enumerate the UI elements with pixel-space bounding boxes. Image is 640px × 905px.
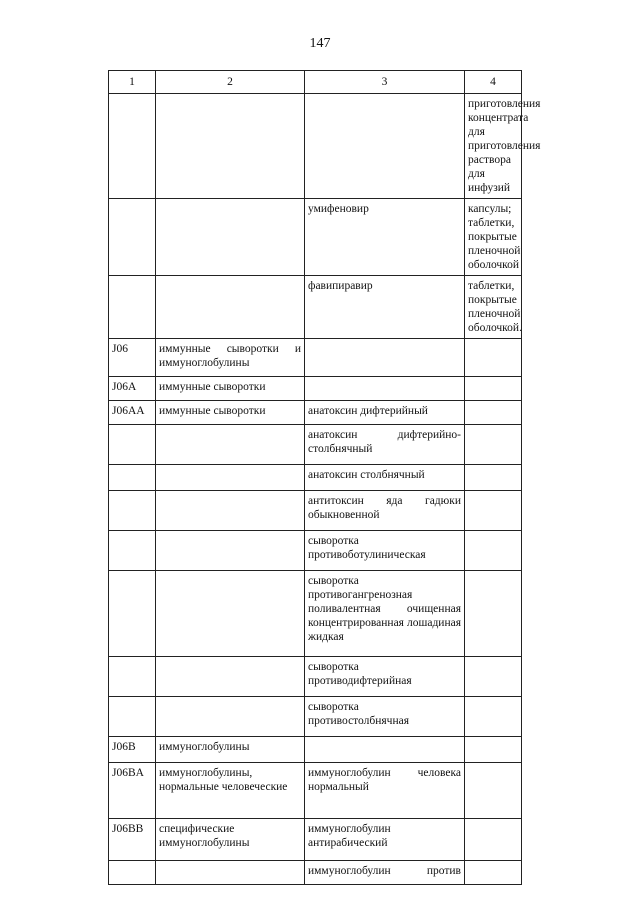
table-row — [109, 425, 522, 465]
drug-name-cell: сыворотка противогангренозная поливалентная очищенная концентрированная лошадиная жидкая — [305, 571, 465, 657]
table-row — [109, 465, 522, 491]
drug-name-cell — [305, 377, 465, 401]
group-name-cell — [156, 199, 305, 276]
atc-code-cell: J06 — [109, 339, 156, 377]
header-col-4: 4 — [465, 71, 522, 94]
dosage-form-cell — [465, 763, 522, 819]
drug-name-cell: сыворотка противоботулиническая — [305, 531, 465, 571]
drug-table — [108, 70, 541, 885]
group-name-cell — [156, 657, 305, 697]
atc-code-cell — [109, 861, 156, 885]
group-name-cell: иммунные сыворотки — [156, 377, 305, 401]
drug-name-cell: фавипиравир — [305, 276, 465, 339]
dosage-form-cell — [465, 697, 522, 737]
table-row — [109, 737, 522, 763]
page-number: 147 — [309, 36, 331, 51]
drug-name-cell: иммуноглобулин человека нормальный — [305, 763, 465, 819]
table-row — [109, 199, 522, 276]
table-row — [109, 339, 522, 377]
drug-name-cell: иммуноглобулин против — [305, 861, 465, 885]
dosage-form-cell — [465, 377, 522, 401]
atc-code-cell: J06BB — [109, 819, 156, 861]
dosage-form-cell — [465, 531, 522, 571]
atc-code-cell — [109, 697, 156, 737]
dosage-form-cell — [465, 465, 522, 491]
drug-name-cell: сыворотка противодифтерийная — [305, 657, 465, 697]
group-name-cell: специфические иммуноглобулины — [156, 819, 305, 861]
header-col-1: 1 — [109, 71, 156, 94]
drug-name-cell: иммуноглобулин антирабический — [305, 819, 465, 861]
table-row — [109, 763, 522, 819]
dosage-form-cell — [465, 657, 522, 697]
group-name-cell — [156, 861, 305, 885]
drug-name-cell — [305, 737, 465, 763]
table-row — [109, 657, 522, 697]
group-name-cell — [156, 697, 305, 737]
group-name-cell — [156, 491, 305, 531]
group-name-cell — [156, 465, 305, 491]
dosage-form-cell: таблетки, покрытые пленочной оболочкой. — [465, 276, 522, 339]
atc-code-cell: J06A — [109, 377, 156, 401]
table-row — [109, 377, 522, 401]
atc-code-cell — [109, 657, 156, 697]
group-name-cell: иммунные сыворотки и иммуноглобулины — [156, 339, 305, 377]
dosage-form-cell — [465, 339, 522, 377]
table-row — [109, 861, 522, 885]
group-name-cell — [156, 276, 305, 339]
group-name-cell — [156, 571, 305, 657]
atc-code-cell — [109, 571, 156, 657]
atc-code-cell — [109, 276, 156, 339]
group-name-cell — [156, 531, 305, 571]
dosage-form-cell — [465, 571, 522, 657]
group-name-cell: иммунные сыворотки — [156, 401, 305, 425]
dosage-form-cell: капсулы; таблетки, покрытые пленочной оболочкой — [465, 199, 522, 276]
atc-code-cell — [109, 531, 156, 571]
header-col-3: 3 — [305, 71, 465, 94]
table-row — [109, 531, 522, 571]
drug-name-cell: анатоксин дифтерийный — [305, 401, 465, 425]
dosage-form-cell — [465, 425, 522, 465]
dosage-form-cell — [465, 491, 522, 531]
drug-name-cell — [305, 339, 465, 377]
table-row — [109, 819, 522, 861]
drug-name-cell: анатоксин дифтерийно-столбнячный — [305, 425, 465, 465]
atc-code-cell: J06AA — [109, 401, 156, 425]
group-name-cell — [156, 94, 305, 199]
table-row — [109, 571, 522, 657]
dosage-form-cell — [465, 401, 522, 425]
group-name-cell — [156, 425, 305, 465]
atc-code-cell: J06B — [109, 737, 156, 763]
table-row — [109, 276, 522, 339]
drug-name-cell — [305, 94, 465, 199]
group-name-cell: иммуноглобулины, нормальные человеческие — [156, 763, 305, 819]
atc-code-cell — [109, 94, 156, 199]
dosage-form-cell — [465, 819, 522, 861]
atc-code-cell — [109, 465, 156, 491]
drug-name-cell: сыворотка противостолбнячная — [305, 697, 465, 737]
header-col-2: 2 — [156, 71, 305, 94]
dosage-form-cell — [465, 737, 522, 763]
dosage-form-cell — [465, 861, 522, 885]
atc-code-cell — [109, 199, 156, 276]
atc-code-cell — [109, 491, 156, 531]
drug-name-cell: умифеновир — [305, 199, 465, 276]
drug-name-cell: анатоксин столбнячный — [305, 465, 465, 491]
group-name-cell: иммуноглобулины — [156, 737, 305, 763]
atc-code-cell: J06BA — [109, 763, 156, 819]
dosage-form-cell: приготовления концентрата для приготовления раствора для инфузий — [465, 94, 522, 199]
table-row — [109, 491, 522, 531]
table-row — [109, 401, 522, 425]
atc-code-cell — [109, 425, 156, 465]
table-row — [109, 697, 522, 737]
drug-name-cell: антитоксин яда гадюки обыкновенной — [305, 491, 465, 531]
header-row — [109, 71, 522, 94]
table-row — [109, 94, 522, 199]
